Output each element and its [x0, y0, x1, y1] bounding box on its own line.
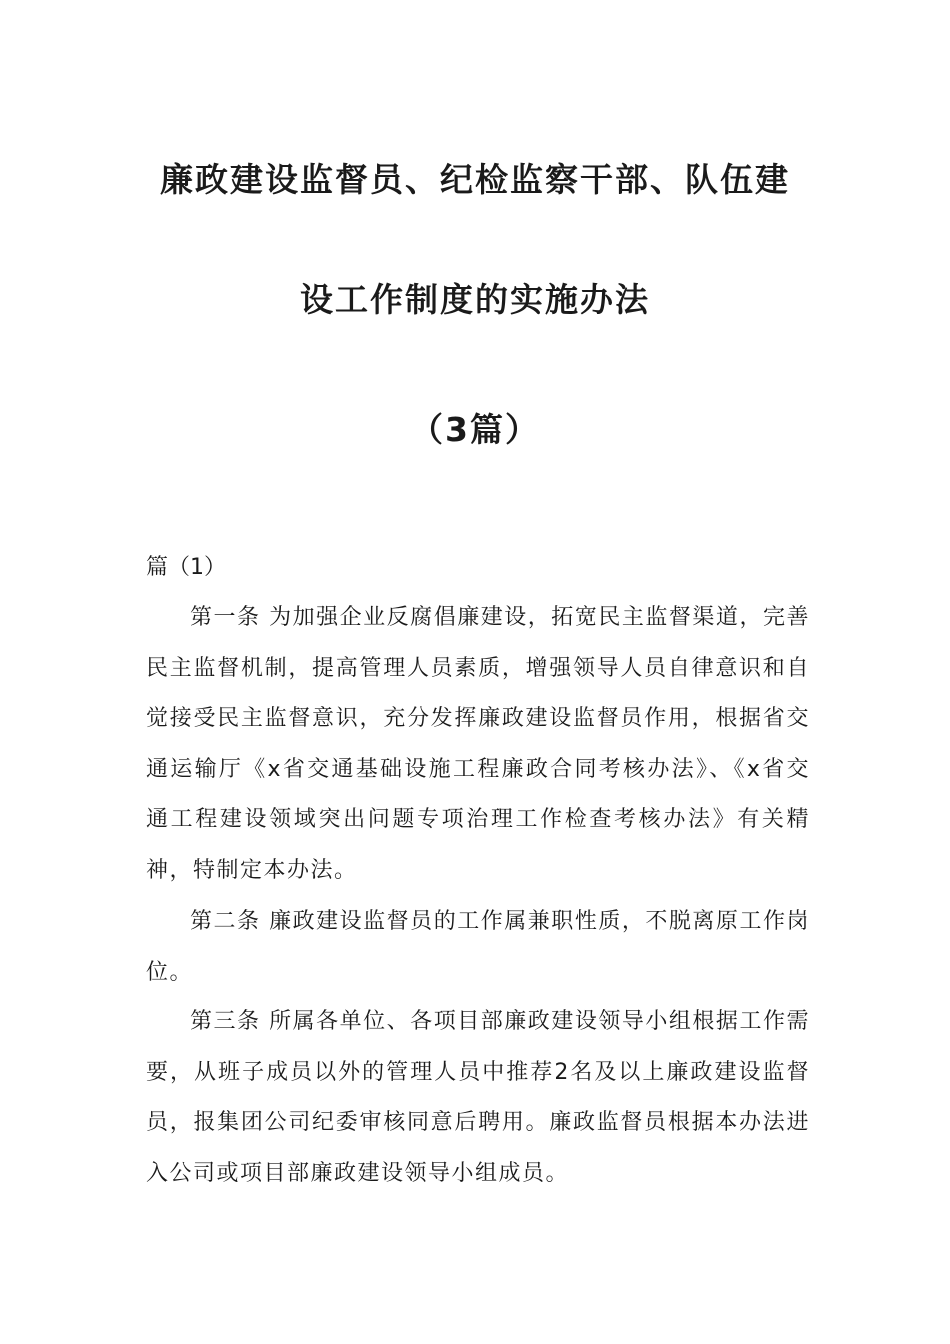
paragraph-article-1: 第一条 为加强企业反腐倡廉建设，拓宽民主监督渠道，完善民主监督机制，提高管理人员素质，增强领导人员自律意识和自觉接受民主监督意识，充分发挥廉政建设监督员作用，根据省交通运输厅《x省交通基础设施工程廉政合同考核办法》、《x省交通工程建设领域突出问题专项治理工作检查考核办法》有关精神，特制定本办法。 — [146, 605, 810, 883]
paragraph-article-3: 第三条 所属各单位、各项目部廉政建设领导小组根据工作需要，从班子成员以外的管理人员中推荐2名及以上廉政建设监督员，报集团公司纪委审核同意后聘用。廉政监督员根据本办法进入公司或项目部廉政建设领导小组成员。 — [146, 1009, 810, 1186]
document-title-line-1: 廉政建设监督员、纪检监察干部、队伍建 — [160, 160, 790, 199]
section-label: 篇（1） — [146, 555, 226, 580]
paragraph-article-2: 第二条 廉政建设监督员的工作属兼职性质，不脱离原工作岗位。 — [146, 909, 810, 985]
document-title-line-2: 设工作制度的实施办法 — [300, 280, 650, 319]
document-subtitle-count: （3篇） — [410, 410, 540, 449]
